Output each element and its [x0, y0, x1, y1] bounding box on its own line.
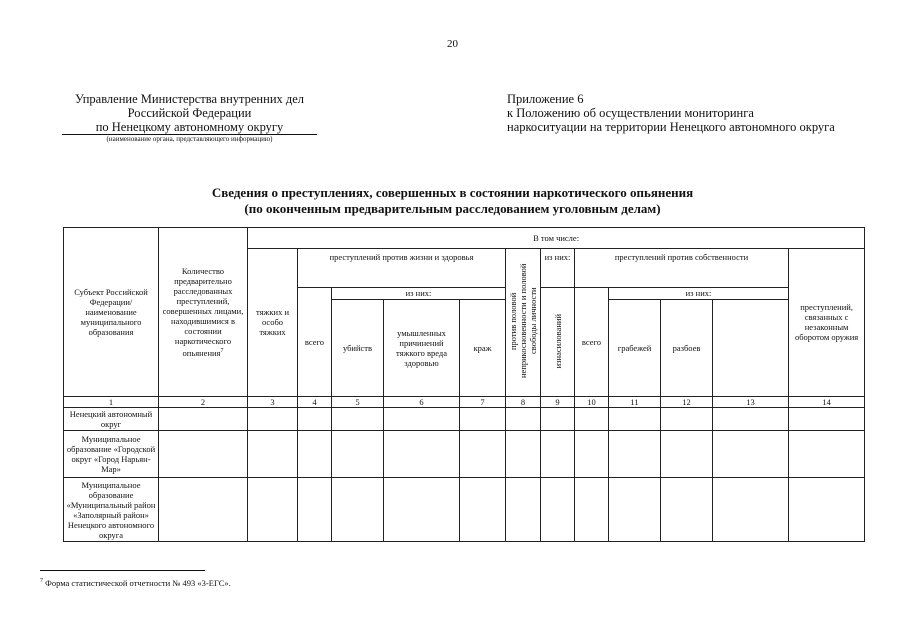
header-sexual: против половой неприкосновенности и половой свободы личности	[506, 248, 541, 396]
header-life: преступлений против жизни и здоровья	[298, 248, 506, 287]
footnote: $^7$ Форма статистической отчетности № 493 «3-ЕГС».	[40, 578, 231, 588]
col-num: 5	[332, 396, 384, 407]
table-row	[64, 478, 865, 542]
header-murders: убийств	[332, 300, 384, 397]
col-num: 14	[789, 396, 865, 407]
header-assault: разбоев	[661, 300, 713, 397]
header-harm: умышленных причинений тяжкого вреда здоровью	[384, 300, 460, 397]
header-count: Количество предварительно расследованных преступлений, совершенных лицами, находившимися в состоянии наркотического опьянения$^7$	[159, 228, 248, 397]
appendix-line-1: Приложение 6	[507, 92, 584, 106]
organization-block	[62, 92, 317, 144]
header-theft: краж	[460, 300, 506, 397]
col-num: 9	[541, 396, 575, 407]
col-num: 12	[661, 396, 713, 407]
header-weapons: преступлений, связанных с незаконным оборотом оружия	[789, 248, 865, 396]
header-subject: Субъект Российской Федерации/ наименование муниципального образования	[64, 228, 159, 397]
col-num: 13	[713, 396, 789, 407]
col-num: 2	[159, 396, 248, 407]
org-line-2: Российской Федерации	[127, 106, 252, 120]
col-num: 7	[460, 396, 506, 407]
col-num: 1	[64, 396, 159, 407]
header-total-2: всего	[575, 287, 609, 396]
org-line-3: по Ненецкому автономному округу	[62, 120, 317, 135]
header-rape: изнасилований	[541, 287, 575, 396]
header-of-them-3: из них:	[609, 287, 789, 299]
title-line-2: (по оконченным предварительным расследованием уголовным делам)	[244, 201, 661, 216]
col-num: 11	[609, 396, 661, 407]
crimes-table	[63, 227, 865, 542]
header-including: В том числе:	[248, 228, 865, 249]
appendix-block	[507, 92, 835, 134]
header-robbery: грабежей	[609, 300, 661, 397]
table-row	[64, 408, 865, 431]
table-row	[64, 430, 865, 477]
appendix-line-2: к Положению об осуществлении мониторинга	[507, 106, 754, 120]
header-grave: тяжких и особо тяжких	[248, 248, 298, 396]
header-total: всего	[298, 287, 332, 396]
document-title	[0, 185, 905, 217]
col-num: 6	[384, 396, 460, 407]
col-num: 3	[248, 396, 298, 407]
column-numbers-row	[64, 396, 865, 407]
col-num: 10	[575, 396, 609, 407]
footnote-separator	[40, 570, 205, 571]
row-name: Ненецкий автономный округ	[64, 408, 159, 431]
org-line-1: Управление Министерства внутренних дел	[74, 92, 305, 106]
header-of-them: из них:	[332, 287, 506, 299]
col-num: 8	[506, 396, 541, 407]
page-number: 20	[447, 38, 458, 50]
row-name: Муниципальное образование «Городской округ «Город Нарьян-Мар»	[64, 430, 159, 477]
header-of-them-2: из них:	[541, 248, 575, 287]
title-line-1: Сведения о преступлениях, совершенных в состоянии наркотического опьянения	[211, 185, 694, 200]
org-note: (наименование органа, представляющего информацию)	[106, 135, 273, 143]
col-num: 4	[298, 396, 332, 407]
header-property: преступлений против собственности	[575, 248, 789, 287]
appendix-line-3: наркоситуации на территории Ненецкого автономного округа	[507, 120, 835, 134]
row-name: Муниципальное образование «Муниципальный район «Заполярный район» Ненецкого автономного округа	[64, 478, 159, 542]
